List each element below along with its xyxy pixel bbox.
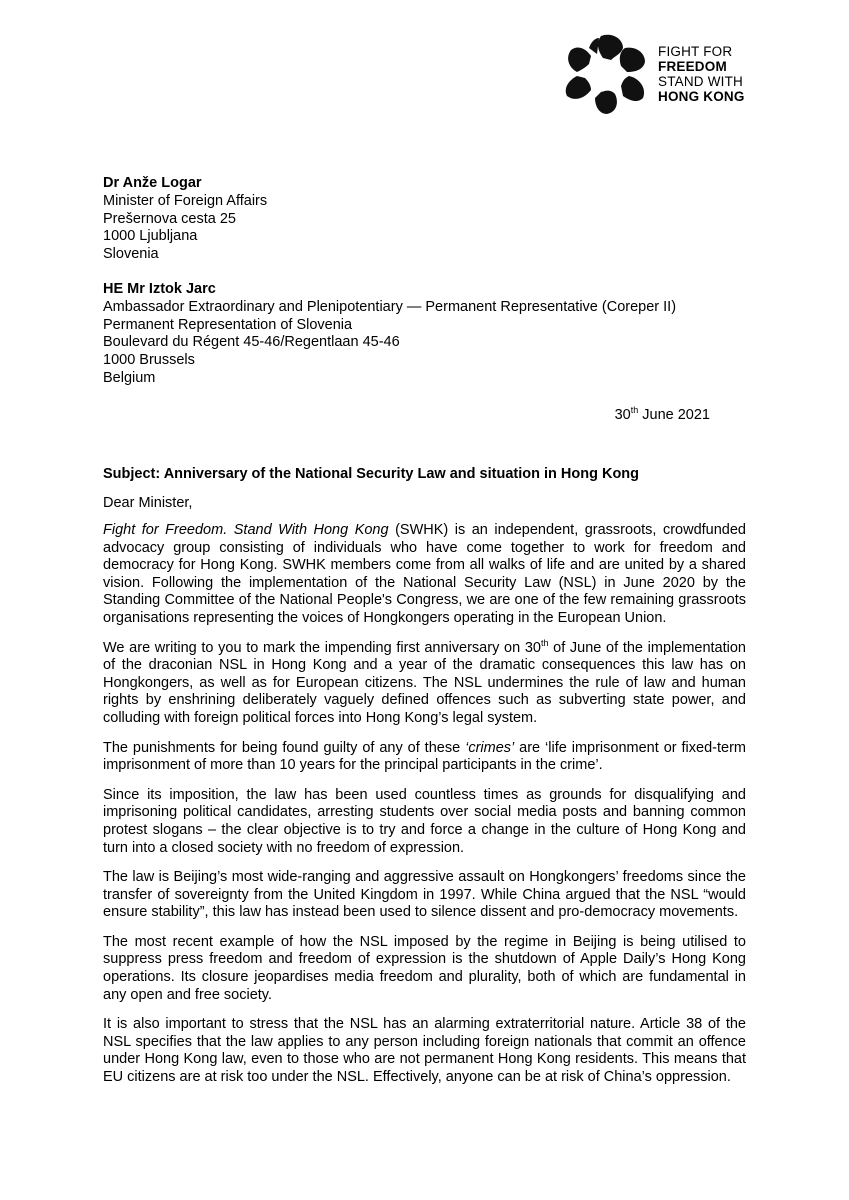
address-line: Permanent Representation of Slovenia [103, 316, 353, 333]
address-line: Slovenia [103, 246, 159, 263]
address-line: Minister of Foreign Affairs [103, 192, 268, 209]
logo-line: HONG KONG [658, 89, 745, 104]
address-line: Prešernova cesta 25 [103, 210, 236, 227]
date-rest: June 2021 [638, 406, 710, 423]
paragraph [103, 740, 746, 775]
recipient-name: Dr Anže Logar [103, 175, 202, 191]
swhk-logo [563, 34, 753, 114]
logo-line: FIGHT FOR [658, 44, 733, 59]
address-line: 1000 Ljubljana [103, 228, 198, 245]
logo-line: STAND WITH [658, 74, 743, 89]
emphasis: ‘crimes’ [465, 739, 515, 756]
date-suffix: th [630, 405, 639, 415]
bauhinia-flower-icon [563, 34, 651, 114]
paragraph-text: are ‘life imprisonment or fixed-term imprisonment of more than 10 years for the principal participants in the crime’. [103, 739, 746, 774]
paragraph [103, 637, 746, 728]
letter-date [615, 405, 710, 423]
salutation: Dear Minister, [103, 495, 193, 511]
recipient-address-2 [103, 281, 676, 388]
address-line: 1000 Brussels [103, 352, 195, 369]
paragraph-text: The punishments for being found guilty of any of these [103, 739, 466, 756]
date-day: 30 [614, 406, 631, 423]
address-line: Belgium [103, 369, 156, 386]
subject-line: Subject: Anniversary of the National Security Law and situation in Hong Kong [103, 466, 640, 482]
address-line: Ambassador Extraordinary and Plenipotentiary — Permanent Representative (Coreper II) [103, 298, 677, 315]
logo-wordmark [658, 44, 745, 104]
paragraph: The law is Beijing’s most wide-ranging and aggressive assault on Hongkongers’ freedoms since the transfer of sovereignty from the United Kingdom in 1997. While China argued that the NSL “would ensure stability”, this law has instead been used to silence dissent and pro-democracy movements. [103, 869, 746, 921]
paragraph-text: of June of the implementation of the draconian NSL in Hong Kong and a year of the dramatic consequences this law has on Hongkongers, as well as for European citizens. The NSL undermines the rule of law and human rights by enshrining deliberately vaguely defined offences such as subverting state power, and colluding with foreign political forces into Hong Kong’s legal system. [103, 639, 746, 726]
ordinal-suffix: th [540, 637, 549, 648]
logo-line: FREEDOM [658, 59, 727, 74]
paragraph-text: (SWHK) is an independent, grassroots, crowdfunded advocacy group consisting of individuals who have come together to work for freedom and democracy for Hong Kong. SWHK members come from all walks of life and are united by a shared vision. Following the implementation of the National Security Law (NSL) in June 2020 by the Standing Committee of the National People's Congress, we are one of the few remaining grassroots organisations representing the voices of Hongkongers operating in the European Union. [103, 522, 746, 626]
paragraph [103, 522, 746, 628]
paragraph: The most recent example of how the NSL imposed by the regime in Beijing is being utilised to suppress press freedom and freedom of expression is the shutdown of Apple Daily’s Hong Kong operations. Its closure jeopardises media freedom and plurality, both of which are fundamental in any open and free society. [103, 933, 746, 1003]
recipient-address-1 [103, 175, 267, 264]
paragraph-text: We are writing to you to mark the impending first anniversary on 30 [103, 639, 541, 656]
paragraph: It is also important to stress that the NSL has an alarming extraterritorial nature. Article 38 of the NSL specifies that the law applies to any person including foreign nationals that commit an offence under Hong Kong law, even to those who are not permanent Hong Kong residents. This means that EU citizens are at risk too under the NSL. Effectively, anyone can be at risk of China’s oppression. [103, 1016, 746, 1086]
paragraph: Since its imposition, the law has been used countless times as grounds for disqualifying and imprisoning political candidates, arresting students over social media posts and banning common protest slogans – the clear objective is to try and force a change in the culture of Hong Kong and turn into a closed society with no freedom of expression. [103, 786, 746, 856]
org-name: Fight for Freedom. Stand With Hong Kong [103, 522, 389, 538]
letter-body [103, 522, 746, 1099]
recipient-name: HE Mr Iztok Jarc [103, 281, 216, 297]
address-line: Boulevard du Régent 45-46/Regentlaan 45-46 [103, 334, 400, 351]
